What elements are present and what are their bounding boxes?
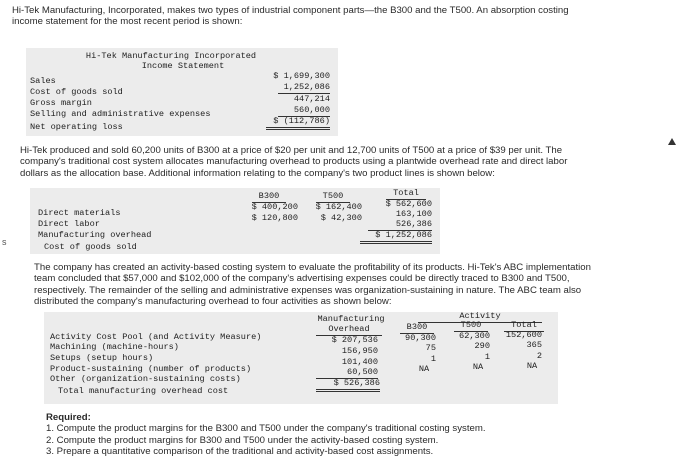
col-header-activity: Activity <box>418 311 542 323</box>
col-header-overhead: Overhead <box>316 324 382 336</box>
total-value: NA <box>526 361 538 371</box>
row-value: 1,252,086 <box>278 82 330 94</box>
col-header-t500: T500 <box>316 191 350 203</box>
required-item: 3. Prepare a quantitative comparison of the traditional and activity-based cost assignments. <box>46 446 434 458</box>
overhead-value: $ 207,536 <box>331 335 378 345</box>
text-line: income statement for the most recent period is shown: <box>12 16 243 28</box>
product-cost-panel <box>30 188 440 254</box>
overhead-value: 101,400 <box>341 357 378 367</box>
row-value: 560,000 <box>278 105 330 117</box>
t500-value: 290 <box>474 341 490 351</box>
row-label: Sales <box>30 76 56 86</box>
row-label: Other (organization-sustaining costs) <box>50 374 241 384</box>
col-header-t500: T500 <box>454 320 488 332</box>
text-line: dollars as the allocation base. Additional information relating to the company's two product lines is shown below: <box>20 167 495 179</box>
t500-value: $ 162,400 <box>315 202 362 212</box>
row-value: $ 1,699,300 <box>273 71 330 81</box>
row-label: Cost of goods sold <box>44 242 137 252</box>
company-title: Hi-Tek Manufacturing Incorporated <box>85 51 257 61</box>
row-value: 447,214 <box>293 94 330 104</box>
row-label: Setups (setup hours) <box>50 353 154 363</box>
b300-value: NA <box>418 364 430 374</box>
income-statement-panel <box>26 48 338 136</box>
total-value: 526,386 <box>368 219 432 231</box>
total-value: 152,600 <box>505 330 542 340</box>
text-line: Hi-Tek Manufacturing, Incorporated, makes two types of industrial component parts—the B300 and the T500. An absorption costing <box>12 5 569 16</box>
row-label: Manufacturing overhead <box>38 230 152 240</box>
row-label: Direct materials <box>38 208 121 218</box>
row-label: Total manufacturing overhead cost <box>58 386 229 396</box>
row-label: Net operating loss <box>30 122 123 132</box>
abc-paragraph <box>34 262 591 308</box>
col-header-total: Total <box>386 188 426 200</box>
b300-value: $ 400,200 <box>251 202 298 212</box>
col-header-total: Total <box>504 320 544 332</box>
required-section <box>46 412 485 458</box>
row-label: Direct labor <box>38 219 100 229</box>
text-line: company's traditional cost system allocates manufacturing overhead to products using a plantwide overhead rate and direct labor <box>20 156 568 168</box>
t500-value: 62,300 <box>459 331 490 341</box>
text-line: Hi-Tek produced and sold 60,200 units of B300 at a price of $20 per unit and 12,700 units of T500 at a price of $39 per unit. The <box>20 145 563 156</box>
net-loss-value: $ (112,786) <box>266 116 330 130</box>
text-line: team concluded that $57,000 and $102,000 of the company's advertising expenses could be directly traced to B300 and T500, <box>34 273 570 285</box>
required-item: 2. Compute the product margins for B300 and T500 under the activity-based costing system. <box>46 434 439 446</box>
t500-value: NA <box>472 362 484 372</box>
b300-value: 1 <box>430 354 436 364</box>
overhead-value: 156,950 <box>341 346 378 356</box>
col-header-mfg: Manufacturing <box>317 314 385 324</box>
activity-cost-panel <box>44 312 558 404</box>
text-line: The company has created an activity-based costing system to evaluate the profitability of its products. Hi-Tek's ABC implementation <box>34 262 591 273</box>
b300-value: $ 120,800 <box>251 213 298 223</box>
b300-value: 75 <box>425 343 436 353</box>
row-label: Cost of goods sold <box>30 87 123 97</box>
row-label: Machining (machine-hours) <box>50 342 179 352</box>
text-line: distributed the company's manufacturing overhead to four activities as shown below: <box>34 296 392 308</box>
total-value: 2 <box>536 351 542 361</box>
col-header-b300: B300 <box>252 191 286 203</box>
margin-mark: s <box>2 237 7 247</box>
row-label: Selling and administrative expenses <box>30 109 211 119</box>
total-value: 365 <box>526 340 542 350</box>
production-paragraph <box>20 145 567 179</box>
col-header-pool: Activity Cost Pool (and Activity Measure) <box>50 332 262 342</box>
text-line: respectively. The remainder of the selling and administrative expenses was organization-sustaining in nature. The ABC team also <box>34 284 582 296</box>
row-label: Product-sustaining (number of products) <box>50 364 252 374</box>
t500-value: 1 <box>484 352 490 362</box>
total-value: $ 562,600 <box>385 199 432 209</box>
intro-paragraph <box>12 5 569 28</box>
row-label: Gross margin <box>30 98 92 108</box>
cogs-total-value: $ 1,252,086 <box>360 230 432 244</box>
overhead-value: 60,500 <box>316 367 378 379</box>
overhead-total-value: $ 526,386 <box>316 378 380 392</box>
mouse-cursor-icon <box>668 138 676 145</box>
col-header-b300: B300 <box>400 322 434 334</box>
required-heading: Required: <box>46 412 91 423</box>
total-value: 163,100 <box>395 209 432 219</box>
required-item: 1. Compute the product margins for the B300 and T500 under the company's traditional costing system. <box>46 423 486 435</box>
t500-value: $ 42,300 <box>320 213 362 223</box>
statement-title: Income Statement <box>141 61 225 71</box>
b300-value: 90,300 <box>405 333 436 343</box>
